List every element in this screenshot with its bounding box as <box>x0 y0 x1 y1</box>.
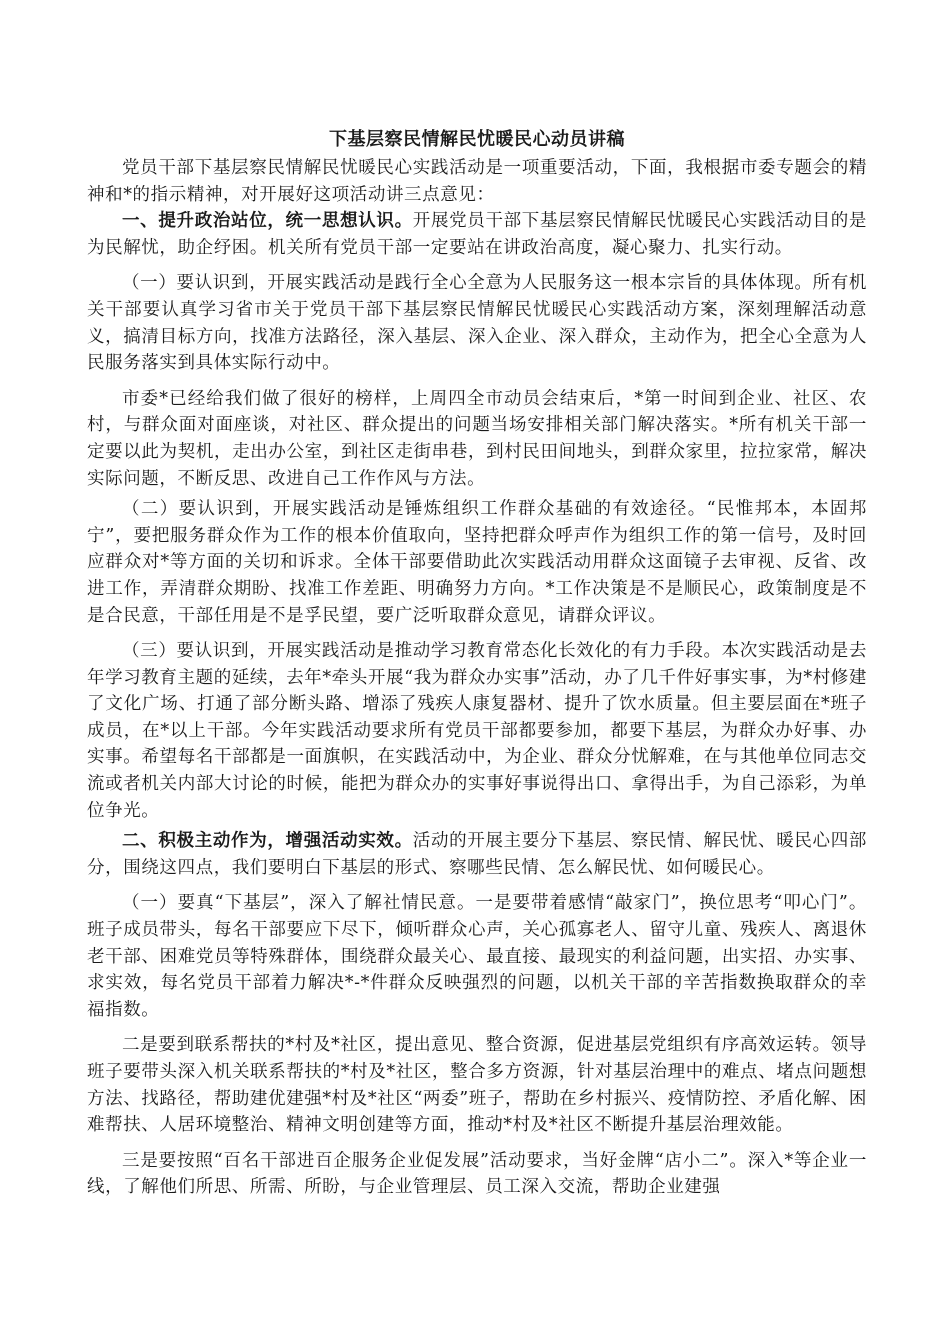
section-1-example: 市委*已经给我们做了很好的榜样，上周四全市动员会结束后，*第一时间到企业、社区、农村，与群众面对面座谈，对社区、群众提出的问题当场安排相关部门解决落实。*所有机关干部一定要以此为契机，走出办公室，到社区走街串巷，到村民田间地头，到群众家里，拉拉家常，解决实际问题，不断反思、改进自己工作作风与方法。 <box>87 388 867 489</box>
section-2-point-1: （一）要真“下基层”，深入了解社情民意。一是要带着感情“敲家门”，换位思考“叩心门”。班子成员带头，每名干部要应下尽下，倾听群众心声，关心孤寡老人、留守儿童、残疾人、离退休老干部、困难党员等特殊群体，围绕群众最关心、最直接、最现实的利益问题，出实招、办实事、求实效，每名党员干部着力解决*-*件群众反映强烈的问题，以机关干部的辛苦指数换取群众的幸福指数。 <box>87 893 867 1020</box>
intro-paragraph: 党员干部下基层察民情解民忧暖民心实践活动是一项重要活动，下面，我根据市委专题会的精神和*的指示精神，对开展好这项活动讲三点意见： <box>87 158 867 205</box>
section-1-point-3: （三）要认识到，开展实践活动是推动学习教育常态化长效化的有力手段。本次实践活动是去年学习教育主题的延续，去年*牵头开展“我为群众办实事”活动，办了几千件好事实事，为*村修建了文化广场、打通了部分断头路、增添了残疾人康复器材、提升了饮水质量。但主要层面在*班子成员，在*以上干部。今年实践活动要求所有党员干部都要参加，都要下基层，为群众办好事、办实事。希望每名干部都是一面旗帜，在实践活动中，为企业、群众分忧解难，在与其他单位同志交流或者机关内部大讨论的时候，能把为群众办的实事好事说得出口、拿得出手，为自己添彩，为单位争光。 <box>87 641 867 821</box>
document-title: 下基层察民情解民忧暖民心动员讲稿 <box>329 129 625 150</box>
section-1-point-2: （二）要认识到，开展实践活动是锤炼组织工作群众基础的有效途径。“民惟邦本，本固邦宁”，要把服务群众作为工作的根本价值取向，坚持把群众呼声作为组织工作的第一信号，及时回应群众对*等方面的关切和诉求。全体干部要借助此次实践活动用群众这面镜子去审视、反省、改进工作，弄清群众期盼、找准工作差距、明确努力方向。*工作决策是不是顺民心，政策制度是不是合民意，干部任用是不是孚民望，要广泛听取群众意见，请群众评议。 <box>87 499 867 626</box>
section-1-paragraph <box>87 208 867 261</box>
section-2-text: 活动的开展主要分下基层、察民情、解民忧、暖民心四部分，围绕这四点，我们要明白下基层的形式、察哪些民情、怎么解民忧、如何暖民心。 <box>87 831 867 878</box>
section-2-heading: 二、积极主动作为，增强活动实效。 <box>122 831 413 852</box>
section-1-point-1: （一）要认识到，开展实践活动是践行全心全意为人民服务这一根本宗旨的具体体现。所有机关干部要认真学习省市关于党员干部下基层察民情解民忧暖民心实践活动方案，深刻理解活动意义，搞清目标方向，找准方法路径，深入基层、深入企业、深入群众，主动作为，把全心全意为人民服务落实到具体实际行动中。 <box>87 273 867 374</box>
section-1-heading: 一、提升政治站位，统一思想认识。 <box>122 211 413 232</box>
section-2-item-2: 二是要到联系帮扶的*村及*社区，提出意见、整合资源，促进基层党组织有序高效运转。领导班子要带头深入机关联系帮扶的*村及*社区，整合多方资源，针对基层治理中的难点、堵点问题想方法、找路径，帮助建优建强*村及*社区“两委”班子，帮助在乡村振兴、疫情防控、矛盾化解、困难帮扶、人居环境整治、精神文明创建等方面，推动*村及*社区不断提升基层治理效能。 <box>87 1035 867 1136</box>
section-2-item-3: 三是要按照“百名干部进百企服务企业促发展”活动要求，当好金牌“店小二”。深入*等企业一线，了解他们所思、所需、所盼，与企业管理层、员工深入交流，帮助企业建强 <box>87 1150 867 1198</box>
section-1-text: 开展党员干部下基层察民情解民忧暖民心实践活动目的是为民解忧，助企纾困。机关所有党员干部一定要站在讲政治高度，凝心聚力、扎实行动。 <box>87 211 867 258</box>
document-page <box>87 126 867 1201</box>
section-2-paragraph <box>87 828 867 881</box>
